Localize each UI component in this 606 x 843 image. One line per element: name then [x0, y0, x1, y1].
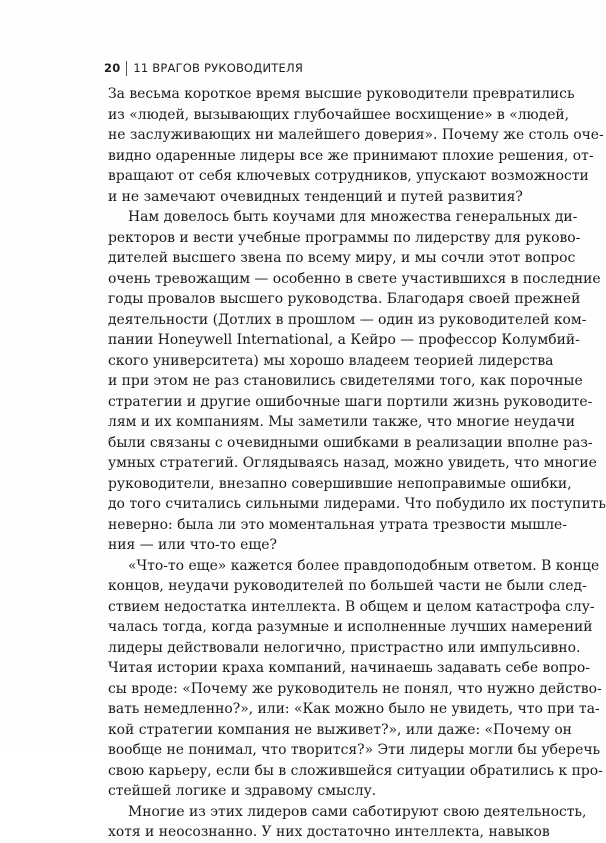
text-line: ректоров и вести учебные программы по лидерству для руково-: [108, 229, 581, 246]
text-line: вать немедленно?», или: «Как можно было не увидеть, что при та-: [108, 701, 600, 717]
text-line: до того считались сильными лидерами. Что побудило их поступить: [108, 496, 606, 512]
paragraph: [108, 207, 606, 556]
text-line: пании Honeywell International, а Кейро — профессор Колумбий-: [108, 332, 580, 348]
text-line: видно одаренные лидеры все же принимают плохие решения, от-: [108, 147, 594, 164]
text-line: хотя и неосознанно. У них достаточно интеллекта, навыков: [108, 824, 550, 840]
running-title: 11 ВРАГОВ РУКОВОДИТЕЛЯ: [133, 61, 304, 75]
running-header: [104, 60, 303, 76]
body-text: [108, 84, 606, 843]
text-line: и при этом не раз становились свидетелями того, как порочные: [108, 373, 583, 389]
paragraph: [108, 556, 603, 802]
text-line: Читая истории краха компаний, начинаешь задавать себе вопро-: [108, 660, 590, 676]
text-line: не заслуживающих ни малейшего доверия». Почему же столь оче-: [108, 127, 604, 143]
text-line: из «людей, вызывающих глубочайшее восхищение» в «людей,: [108, 106, 570, 123]
text-line: кой стратегии компания не выживет?», или даже: «Почему он: [108, 721, 572, 738]
text-line: ния — или что-то еще?: [108, 537, 277, 553]
text-line: ского университета) мы хорошо владеем теорией лидерства: [108, 352, 554, 369]
text-line: стейшей логике и здравому смыслу.: [108, 783, 377, 799]
text-line: лидеры действовали нелогично, пристрастно или импульсивно.: [108, 639, 581, 656]
text-line: неверно: была ли это моментальная утрата трезвости мышле-: [108, 516, 567, 533]
header-divider: [126, 61, 127, 76]
text-line: были связаны с очевидными ошибками в реализации вполне раз-: [108, 434, 593, 451]
text-line: чалась тогда, когда разумные и исполненные лучших намерений: [108, 619, 593, 635]
text-line: Нам довелось быть коучами для множества генеральных ди-: [128, 209, 578, 225]
text-line: очень тревожащим — особенно в свете участившихся в последние: [108, 270, 601, 287]
text-line: годы провалов высшего руководства. Благодаря своей прежней: [108, 291, 581, 307]
text-line: концов, неудачи руководителей по большей части не были след-: [108, 578, 587, 594]
text-line: вращают от себя ключевых сотрудников, упускают возможности: [108, 168, 589, 184]
paragraph: [108, 802, 587, 843]
text-line: лям и их компаниям. Мы заметили также, что многие неудачи: [108, 414, 575, 430]
text-line: стратегии и другие ошибочные шаги портили жизнь руководите-: [108, 393, 593, 410]
page-number: 20: [104, 61, 121, 75]
text-line: и не замечают очевидных тенденций и путей развития?: [108, 188, 523, 205]
text-line: За весьма короткое время высшие руководители превратились: [108, 86, 575, 102]
text-line: ствием недостатка интеллекта. В общем и целом катастрофа слу-: [108, 598, 595, 615]
paragraph: [108, 84, 604, 207]
text-line: свою карьеру, если бы в сложившейся ситуации обратились к про-: [108, 762, 603, 779]
text-line: вообще не понимал, что творится?» Эти лидеры могли бы уберечь: [108, 742, 601, 758]
text-line: Многие из этих лидеров сами саботируют свою деятельность,: [128, 803, 587, 820]
text-line: руководители, внезапно совершившие непоправимые ошибки,: [108, 475, 572, 492]
text-line: сы вроде: «Почему же руководитель не понял, что нужно действо-: [108, 680, 602, 697]
text-line: дителей высшего звена по всему миру, и мы сочли этот вопрос: [108, 250, 576, 266]
text-line: «Что-то еще» кажется более правдоподобным ответом. В конце: [128, 557, 600, 574]
text-line: умных стратегий. Оглядываясь назад, можно увидеть, что многие: [108, 455, 597, 471]
text-line: деятельности (Дотлих в прошлом — один из руководителей ком-: [108, 311, 587, 328]
